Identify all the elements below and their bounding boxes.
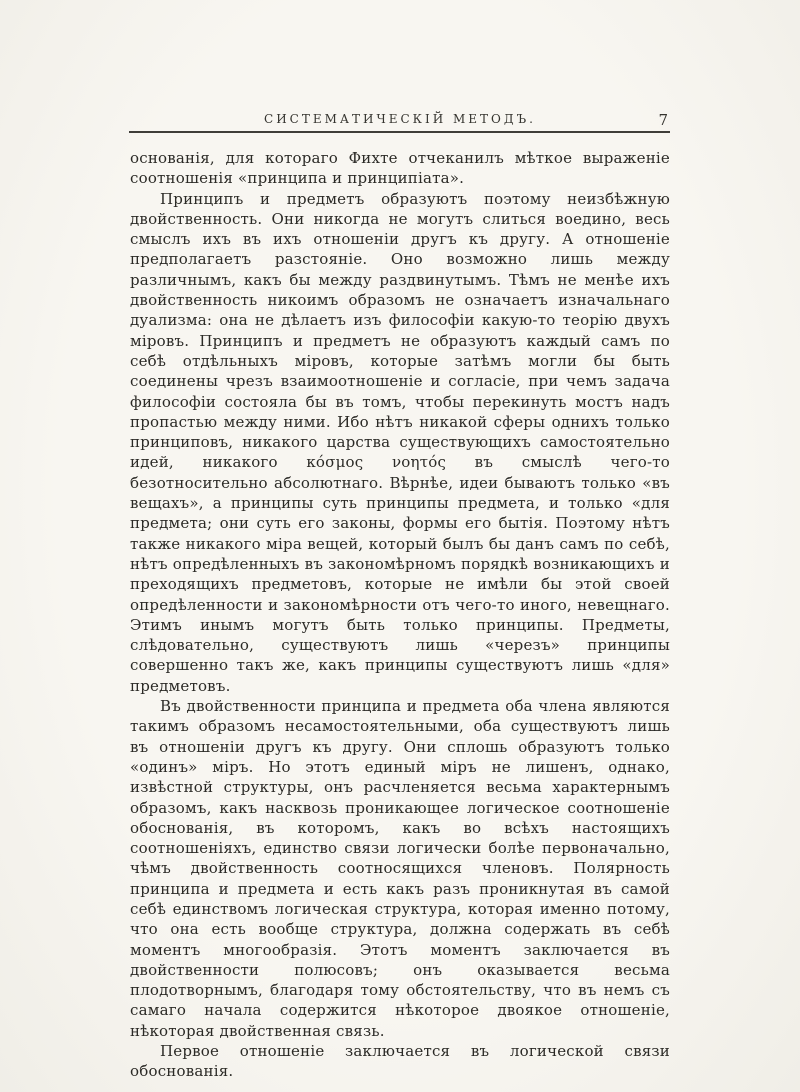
paragraph: основанія, для котораго Фихте отчеканилъ мѣткое выраженіе соотношенія «принципа и принципіата». <box>130 149 670 188</box>
header-rule <box>129 131 670 133</box>
page-title: СИСТЕМАТИЧЕСКІЙ МЕТОДЪ. <box>264 112 536 126</box>
paragraph: Въ двойственности принципа и предмета оба члена являются такимъ образомъ несамостоятельными, оба существуютъ лишь въ отношеніи другъ къ другу. Они сплошь образуютъ только «одинъ» міръ. Но этотъ единый міръ не лишенъ, однако, извѣстной структуры, онъ расчленяется весьма характернымъ образомъ, какъ насквозь проникающее логическое соотношеніе обоснованія, въ которомъ, какъ во всѣхъ настоящихъ соотношеніяхъ, единство связи логически болѣе первоначально, чѣмъ двойственность соотносящихся членовъ. Полярность принципа и предмета и есть какъ разъ проникнутая въ самой себѣ единствомъ логическая структура, которая именно потому, что она есть вообще структура, должна содержать въ себѣ моментъ многообразія. Этотъ моментъ заключается въ двойственности полюсовъ; онъ оказывается весьма плодотворнымъ, благодаря тому обстоятельству, что въ немъ съ самаго начала содержится нѣкоторое двоякое отношеніе, нѣкоторая двойственная связь. <box>130 697 670 1040</box>
page-number: 7 <box>658 111 668 129</box>
body-text <box>130 148 670 1082</box>
paragraph: Принципъ и предметъ образуютъ поэтому неизбѣжную двойственность. Они никогда не могутъ слиться воедино, весь смыслъ ихъ въ ихъ отношеніи другъ къ другу. А отношеніе предполагаетъ разстояніе. Оно возможно лишь между различнымъ, какъ бы между раздвинутымъ. Тѣмъ не менѣе ихъ двойственность никоимъ образомъ не означаетъ изначальнаго дуализма: она не дѣлаетъ изъ философіи какую-то теорію двухъ міровъ. Принципъ и предметъ не образуютъ каждый самъ по себѣ отдѣльныхъ міровъ, которые затѣмъ могли бы быть соединены чрезъ взаимоотношеніе и согласіе, при чемъ задача философіи состояла бы въ томъ, чтобы перекинуть мостъ надъ пропастью между ними. Ибо нѣтъ никакой сферы однихъ только принциповъ, никакого царства существующихъ самостоятельно идей, никакого κόσμος νοητός въ смыслѣ чего-то безотносительно абсолютнаго. Вѣрнѣе, идеи бываютъ только «въ вещахъ», а принципы суть принципы предмета, и только «для предмета; они суть его законы, формы его бытія. Поэтому нѣтъ также никакого міра вещей, который былъ бы данъ самъ по себѣ, нѣтъ опредѣленныхъ въ закономѣрномъ порядкѣ возникающихъ и преходящихъ предметовъ, которые не имѣли бы этой своей опредѣленности и закономѣрности отъ чего-то иного, невещнаго. Этимъ инымъ могутъ быть только принципы. Предметы, слѣдовательно, существуютъ лишь «черезъ» принципы совершенно такъ же, какъ принципы существуютъ лишь «для» предметовъ. <box>130 189 670 695</box>
paragraph: Первое отношеніе заключается въ логической связи обоснованія. <box>130 1042 670 1081</box>
